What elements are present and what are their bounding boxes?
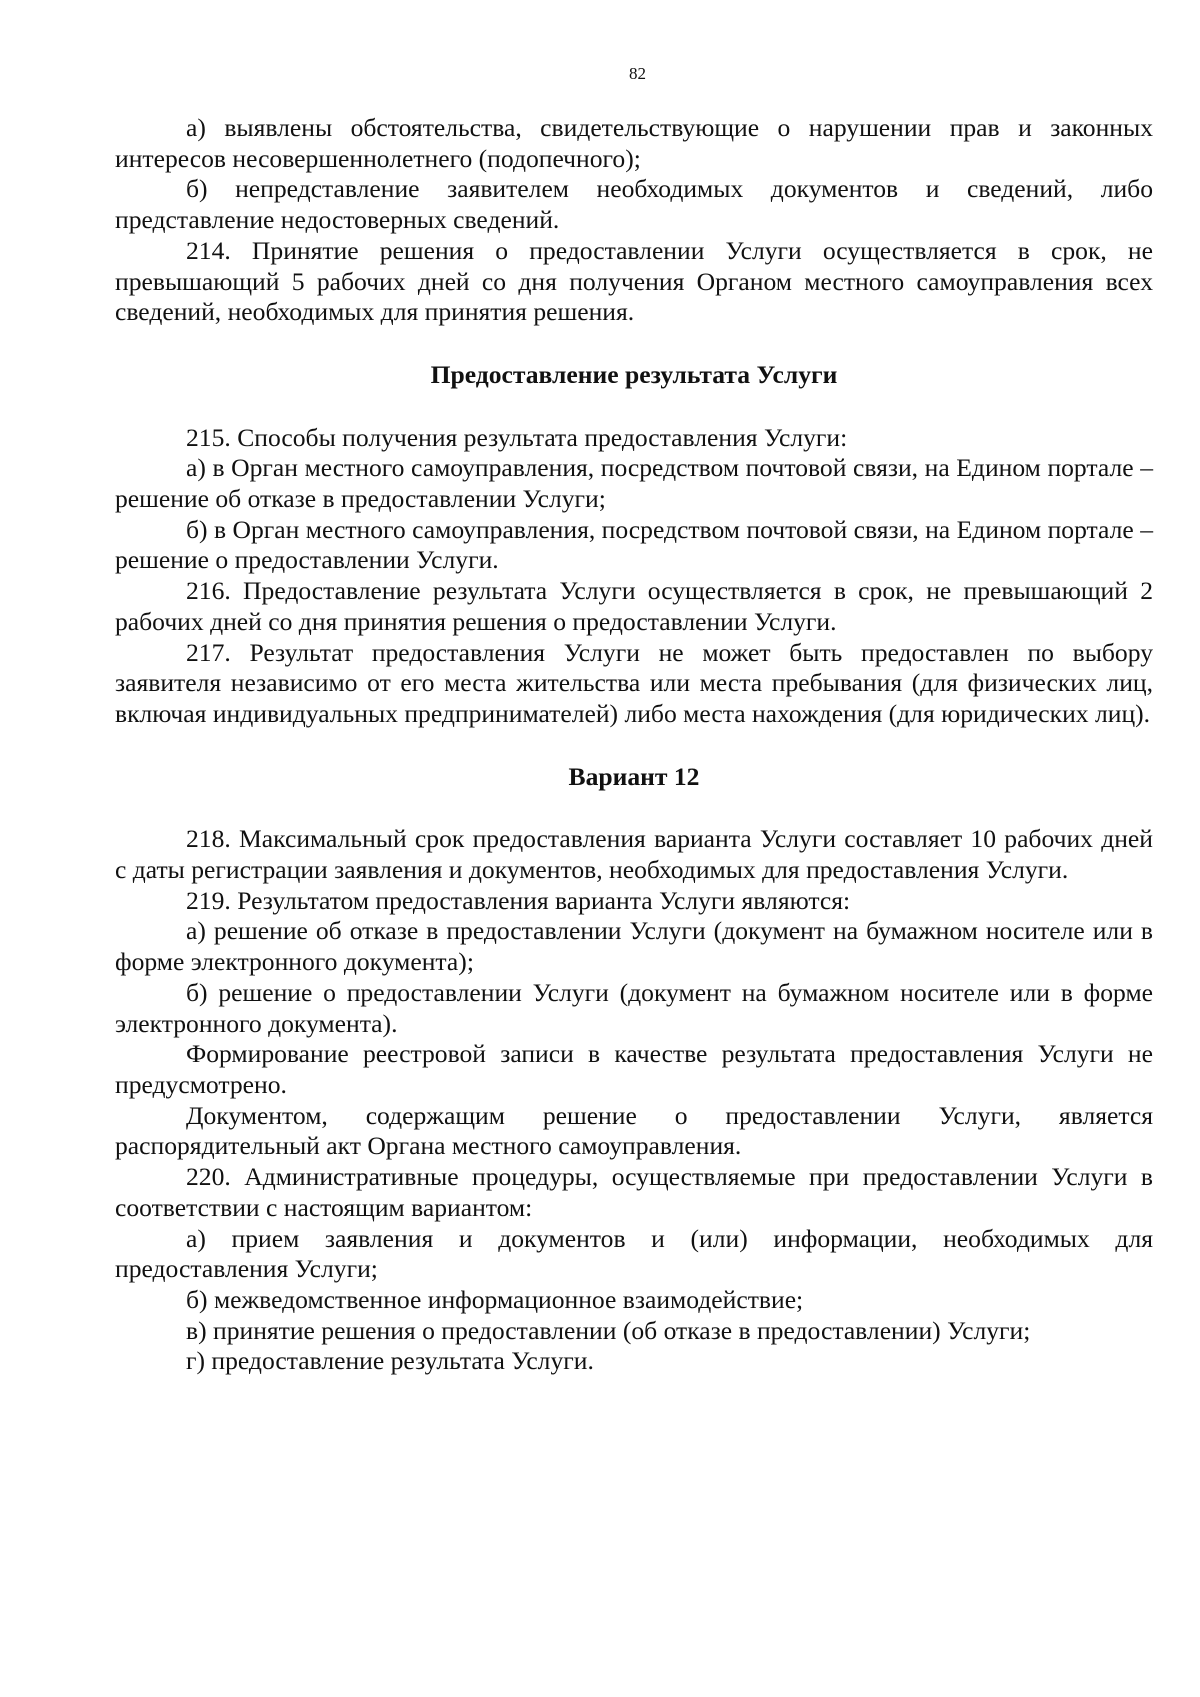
paragraph: 219. Результатом предоставления варианта Услуги являются: bbox=[186, 885, 851, 915]
section-heading: Вариант 12 bbox=[568, 761, 700, 791]
paragraph: а) в Орган местного самоуправления, посредством почтовой связи, на Едином портале – решение об отказе в предоставлении Услуги; bbox=[115, 453, 1153, 514]
page-number: 82 bbox=[629, 64, 646, 83]
paragraph: 220. Административные процедуры, осуществляемые при предоставлении Услуги в соответствии с настоящим вариантом: bbox=[115, 1162, 1153, 1222]
paragraph: а) решение об отказе в предоставлении Услуги (документ на бумажном носителе или в форме электронного документа); bbox=[115, 916, 1153, 977]
paragraph: а) выявлены обстоятельства, свидетельствующие о нарушении прав и законных интересов несовершеннолетнего (подопечного); bbox=[115, 113, 1153, 173]
paragraph: 217. Результат предоставления Услуги не может быть предоставлен по выбору заявителя независимо от его места жительства или места пребывания (для физических лиц, включая индивидуальных предпринимателей) либо места нахождения (для юридических лиц). bbox=[115, 637, 1153, 728]
paragraph: 216. Предоставление результата Услуги осуществляется в срок, не превышающий 2 рабочих дней со дня принятия решения о предоставлении Услуги. bbox=[115, 576, 1153, 636]
paragraph: г) предоставление результата Услуги. bbox=[186, 1346, 594, 1376]
paragraph: Документом, содержащим решение о предоставлении Услуги, является распорядительный акт Органа местного самоуправления. bbox=[115, 1100, 1153, 1161]
paragraph: 218. Максимальный срок предоставления варианта Услуги составляет 10 рабочих дней с даты регистрации заявления и документов, необходимых для предоставления Услуги. bbox=[115, 824, 1153, 885]
paragraph: 215. Способы получения результата предоставления Услуги: bbox=[186, 422, 848, 452]
paragraph: а) прием заявления и документов и (или) информации, необходимых для предоставления Услуги; bbox=[115, 1223, 1153, 1284]
paragraph: б) непредставление заявителем необходимых документов и сведений, либо представление недостоверных сведений. bbox=[115, 174, 1153, 235]
paragraph: б) межведомственное информационное взаимодействие; bbox=[186, 1284, 804, 1314]
section-heading: Предоставление результата Услуги bbox=[430, 359, 838, 389]
paragraph: 214. Принятие решения о предоставлении Услуги осуществляется в срок, не превышающий 5 рабочих дней со дня получения Органом местного самоуправления всех сведений, необходимых для принятия решения. bbox=[115, 235, 1153, 327]
paragraph: в) принятие решения о предоставлении (об отказе в предоставлении) Услуги; bbox=[186, 1315, 1031, 1345]
paragraph: б) в Орган местного самоуправления, посредством почтовой связи, на Едином портале – решение о предоставлении Услуги. bbox=[115, 514, 1153, 575]
paragraph: б) решение о предоставлении Услуги (документ на бумажном носителе или в форме электронного документа). bbox=[115, 977, 1153, 1038]
document-body bbox=[115, 113, 1153, 1377]
paragraph: Формирование реестровой записи в качестве результата предоставления Услуги не предусмотрено. bbox=[115, 1039, 1153, 1099]
